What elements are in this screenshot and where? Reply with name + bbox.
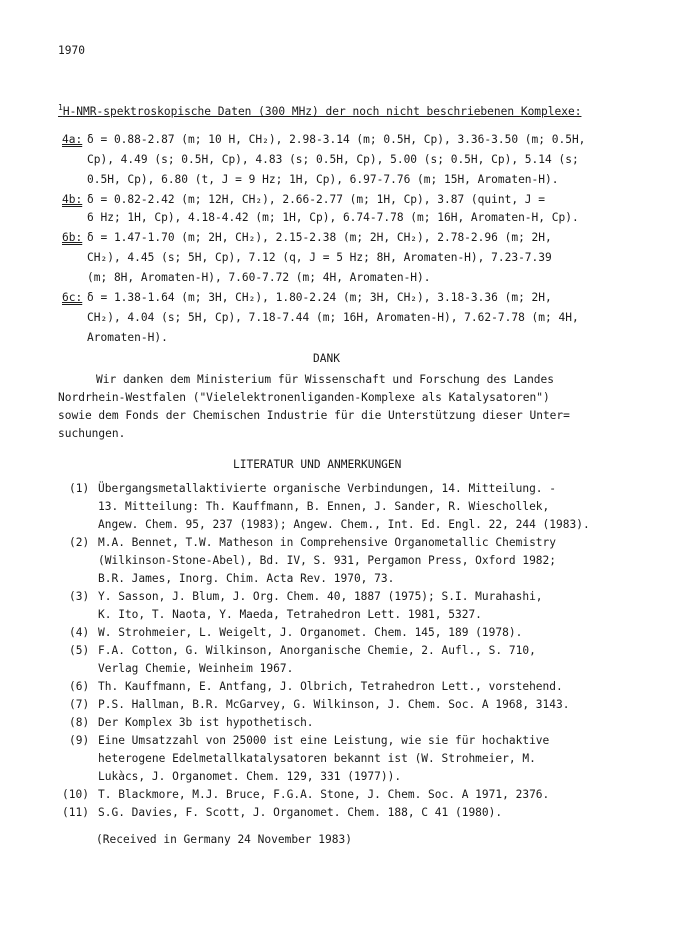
reference-number: (3): [69, 590, 90, 603]
reference-line: F.A. Cotton, G. Wilkinson, Anorganische Chemie, 2. Aufl., S. 710,: [98, 644, 536, 657]
nmr-heading: [58, 104, 581, 121]
reference-number: (1): [69, 482, 90, 495]
nmr-entry-line: (m; 8H, Aromaten-H), 7.60-7.72 (m; 4H, Aromaten-H).: [87, 271, 431, 284]
reference-number: (9): [69, 734, 90, 747]
nmr-entry-line: δ = 0.82-2.42 (m; 12H, CH₂), 2.66-2.77 (m; 1H, Cp), 3.87 (quint, J =: [87, 193, 546, 206]
reference-line: Eine Umsatzzahl von 25000 ist eine Leistung, wie sie für hochaktive: [98, 734, 550, 747]
acknowledgement-line: Wir danken dem Ministerium für Wissenschaft und Forschung des Landes: [96, 373, 555, 386]
reference-line: T. Blackmore, M.J. Bruce, F.G.A. Stone, J. Chem. Soc. A 1971, 2376.: [98, 788, 550, 801]
reference-line: W. Strohmeier, L. Weigelt, J. Organomet. Chem. 145, 189 (1978).: [98, 626, 523, 639]
reference-number: (4): [69, 626, 90, 639]
reference-number: (11): [62, 806, 89, 819]
reference-line: Der Komplex 3b ist hypothetisch.: [98, 716, 314, 729]
reference-line: heterogene Edelmetallkatalysatoren bekannt ist (W. Strohmeier, M.: [98, 752, 536, 765]
nmr-entry-line: δ = 0.88-2.87 (m; 10 H, CH₂), 2.98-3.14 (m; 0.5H, Cp), 3.36-3.50 (m; 0.5H,: [87, 133, 586, 146]
acknowledgement-heading: DANK: [313, 352, 340, 365]
reference-number: (8): [69, 716, 90, 729]
nmr-entry-label: 4b:: [62, 193, 83, 206]
reference-number: (6): [69, 680, 90, 693]
reference-line: B.R. James, Inorg. Chim. Acta Rev. 1970, 73.: [98, 572, 395, 585]
nmr-entry-line: CH₂), 4.04 (s; 5H, Cp), 7.18-7.44 (m; 16H, Aromaten-H), 7.62-7.78 (m; 4H,: [87, 311, 579, 324]
reference-line: Angew. Chem. 95, 237 (1983); Angew. Chem., Int. Ed. Engl. 22, 244 (1983).: [98, 518, 590, 531]
reference-line: (Wilkinson-Stone-Abel), Bd. IV, S. 931, Pergamon Press, Oxford 1982;: [98, 554, 557, 567]
nmr-entry-line: Cp), 4.49 (s; 0.5H, Cp), 4.83 (s; 0.5H, Cp), 5.00 (s; 0.5H, Cp), 5.14 (s;: [87, 153, 579, 166]
nmr-entry-line: Aromaten-H).: [87, 331, 168, 344]
nmr-heading-text: H-NMR-spektroskopische Daten (300 MHz) der noch nicht beschriebenen Komplexe:: [62, 105, 582, 118]
reference-number: (2): [69, 536, 90, 549]
nmr-entry-label: 6c:: [62, 291, 83, 304]
received-date: (Received in Germany 24 November 1983): [96, 833, 352, 846]
nmr-entry-line: 6 Hz; 1H, Cp), 4.18-4.42 (m; 1H, Cp), 6.74-7.78 (m; 16H, Aromaten-H, Cp).: [87, 211, 579, 224]
nmr-entry-line: CH₂), 4.45 (s; 5H, Cp), 7.12 (q, J = 5 Hz; 8H, Aromaten-H), 7.23-7.39: [87, 251, 552, 264]
reference-line: Th. Kauffmann, E. Antfang, J. Olbrich, Tetrahedron Lett., vorstehend.: [98, 680, 563, 693]
reference-line: P.S. Hallman, B.R. McGarvey, G. Wilkinson, J. Chem. Soc. A 1968, 3143.: [98, 698, 570, 711]
acknowledgement-line: Nordrhein-Westfalen ("Vielelektronenliganden-Komplexe als Katalysatoren"): [58, 391, 550, 404]
reference-line: K. Ito, T. Naota, Y. Maeda, Tetrahedron Lett. 1981, 5327.: [98, 608, 482, 621]
references-heading: LITERATUR UND ANMERKUNGEN: [233, 458, 402, 471]
acknowledgement-line: suchungen.: [58, 427, 126, 440]
reference-number: (5): [69, 644, 90, 657]
reference-line: Y. Sasson, J. Blum, J. Org. Chem. 40, 1887 (1975); S.I. Murahashi,: [98, 590, 543, 603]
reference-number: (7): [69, 698, 90, 711]
page-number: 1970: [58, 44, 85, 57]
nmr-heading-superscript: 1: [58, 103, 63, 112]
reference-number: (10): [62, 788, 89, 801]
nmr-entry-line: δ = 1.47-1.70 (m; 2H, CH₂), 2.15-2.38 (m; 2H, CH₂), 2.78-2.96 (m; 2H,: [87, 231, 552, 244]
reference-line: 13. Mitteilung: Th. Kauffmann, B. Ennen, J. Sander, R. Wieschollek,: [98, 500, 550, 513]
nmr-entry-label: 6b:: [62, 231, 83, 244]
reference-line: Übergangsmetallaktivierte organische Verbindungen, 14. Mitteilung. -: [98, 482, 557, 495]
nmr-entry-line: 0.5H, Cp), 6.80 (t, J = 9 Hz; 1H, Cp), 6.97-7.76 (m; 15H, Aromaten-H).: [87, 173, 559, 186]
reference-line: S.G. Davies, F. Scott, J. Organomet. Chem. 188, C 41 (1980).: [98, 806, 503, 819]
acknowledgement-line: sowie dem Fonds der Chemischen Industrie für die Unterstützung dieser Unter=: [58, 409, 570, 422]
nmr-entry-label: 4a:: [62, 133, 83, 146]
reference-line: Lukàcs, J. Organomet. Chem. 129, 331 (1977)).: [98, 770, 402, 783]
reference-line: Verlag Chemie, Weinheim 1967.: [98, 662, 294, 675]
nmr-entry-line: δ = 1.38-1.64 (m; 3H, CH₂), 1.80-2.24 (m; 3H, CH₂), 3.18-3.36 (m; 2H,: [87, 291, 552, 304]
reference-line: M.A. Bennet, T.W. Matheson in Comprehensive Organometallic Chemistry: [98, 536, 557, 549]
